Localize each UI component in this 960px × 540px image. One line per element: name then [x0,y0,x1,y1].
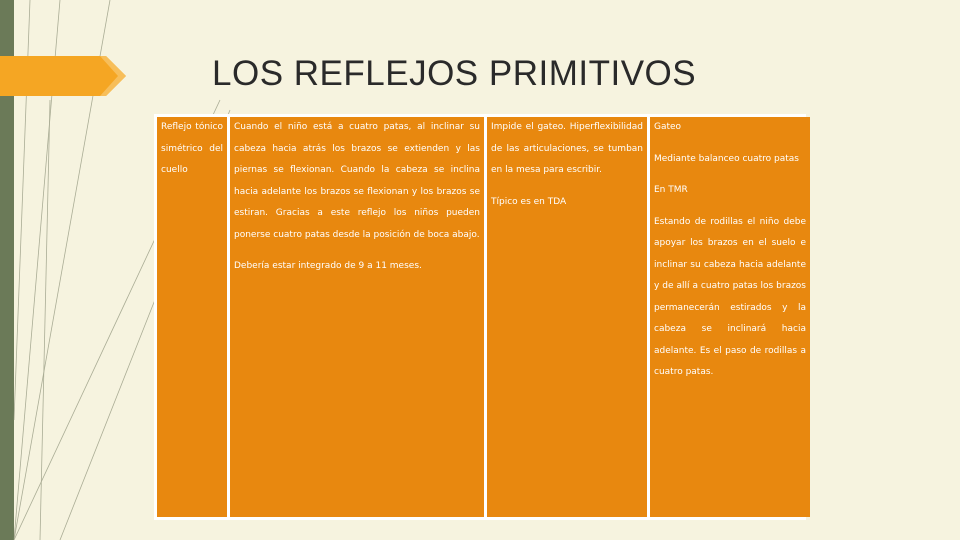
exercise-item: Gateo [654,122,682,132]
exercise-item: Mediante balanceo cuatro patas [654,153,799,164]
effects-text: Impide el gateo. Hiperflexibilidad de las articulaciones, se tumban en la mesa para escribir. [491,122,643,175]
table-row [157,117,810,517]
reflex-name-cell [157,117,227,517]
arrow-tab-shape [0,56,126,96]
integration-note: Debería estar integrado de 9 a 11 meses. [234,261,422,271]
reflex-table [154,114,806,520]
slide-title: LOS REFLEJOS PRIMITIVOS [212,54,697,93]
exercise-item: Estando de rodillas el niño debe apoyar los brazos en el suelo e inclinar su cabeza hacia adelante y de allí a cuatro patas los brazos permanecerán estirados y la cabeza se inclinará hacia adelante. Es el paso de rodillas a cuatro patas. [654,216,806,377]
description-cell [230,117,484,517]
exercise-item: En TMR [654,185,688,195]
typical-note: Típico es en TDA [491,196,567,207]
reflex-name: Reflejo tónico simétrico del cuello [161,122,223,175]
effects-cell [487,117,647,517]
reflex-description: Cuando el niño está a cuatro patas, al inclinar su cabeza hacia atrás los brazos se extienden y las piernas se flexionan. Cuando la cabeza se inclina hacia adelante los brazos se flexionan y los brazos se estiran. Gracias a este reflejo los niños pueden ponerse cuatro patas desde la posición de boca abajo. [234,122,480,240]
exercise-cell [650,117,810,517]
